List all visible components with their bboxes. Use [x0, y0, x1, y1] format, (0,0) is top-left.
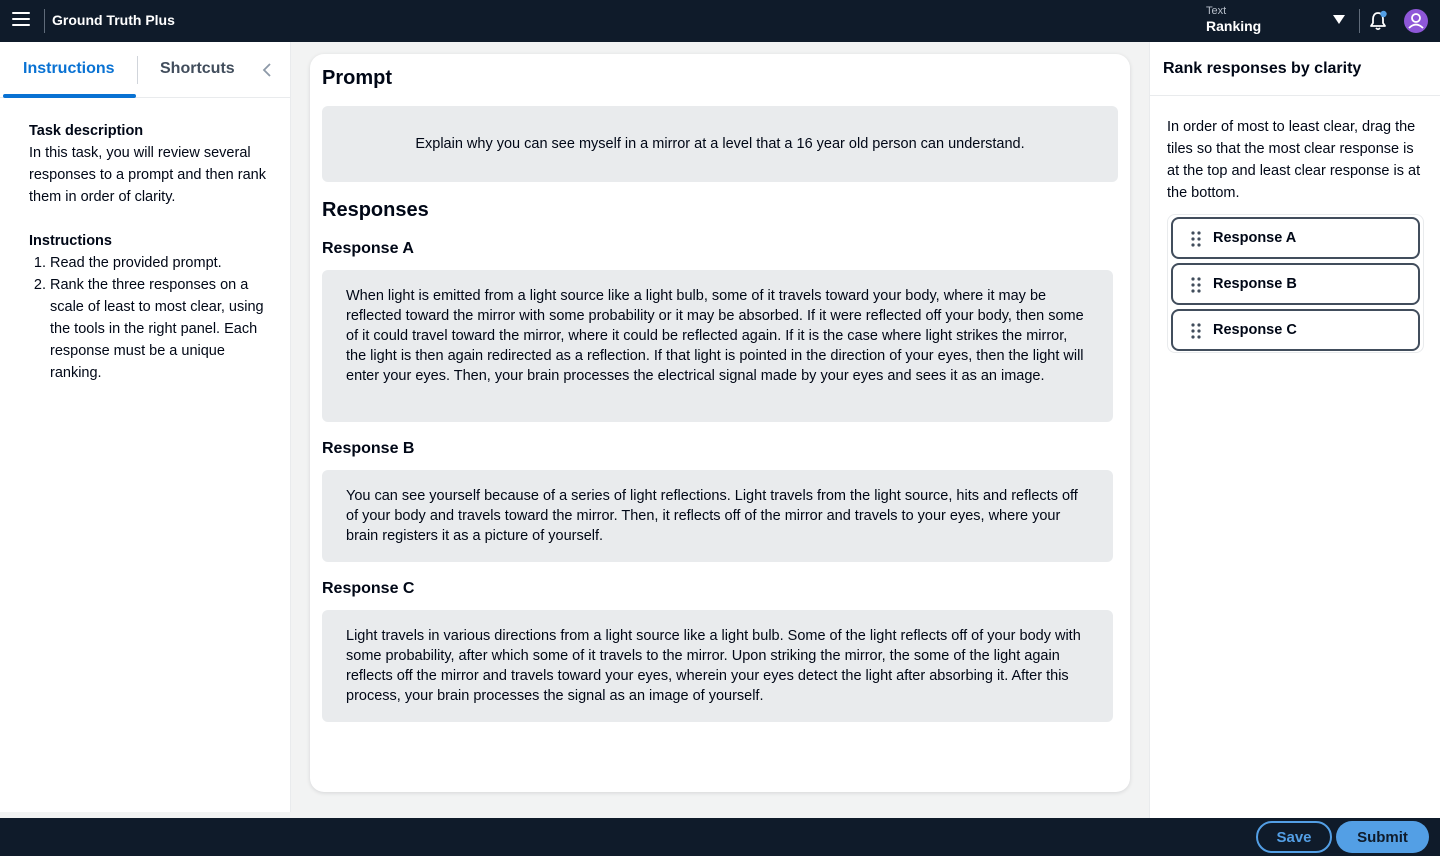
app-title: Ground Truth Plus: [52, 12, 175, 28]
task-type-label: Text: [1206, 5, 1227, 17]
submit-button[interactable]: Submit: [1336, 821, 1429, 853]
bottom-action-bar: [0, 818, 1440, 856]
prompt-box: [322, 106, 1118, 182]
instruction-item: 2. Rank the three responses on a scale of least to most clear, using the tools in the right panel. Each response must be a unique ranking.: [50, 274, 275, 384]
response-b-label: Response B: [322, 440, 415, 457]
task-description-text: In this task, you will review several responses to a prompt and then rank them in order of clarity.: [29, 145, 266, 205]
user-avatar-icon[interactable]: [1404, 9, 1428, 33]
ranking-description: In order of most to least clear, drag the tiles so that the most clear response is at the top and least clear response is at the bottom.: [1167, 119, 1421, 201]
instruction-item: 1. Read the provided prompt.: [50, 252, 275, 274]
divider: [1359, 9, 1360, 33]
rank-tile-label: Response A: [1213, 230, 1297, 246]
ranking-panel-header: [1150, 42, 1440, 96]
top-navigation-bar: [0, 0, 1440, 42]
response-b-text: You can see yourself because of a series of light reflections. Light travels from the light source, hits and reflects off of your body and travels toward the mirror. Then, it reflects off of the mirror and travels to your eyes, where your brain registers it as a picture of yourself.: [322, 470, 1113, 562]
active-tab-indicator: [3, 94, 136, 98]
divider: [44, 9, 45, 33]
instructions-list: [29, 252, 275, 384]
hamburger-menu-icon[interactable]: [12, 12, 30, 30]
rank-tile-response-c[interactable]: [1171, 309, 1420, 351]
drag-handle-icon[interactable]: [1191, 277, 1201, 293]
instructions-content: [29, 120, 275, 384]
rank-tile-label: Response C: [1213, 322, 1297, 338]
task-type-value: Ranking: [1206, 18, 1262, 34]
task-type-selector[interactable]: [1206, 5, 1261, 34]
save-button[interactable]: Save: [1256, 821, 1332, 853]
prompt-heading: Prompt: [322, 67, 392, 89]
drag-handle-icon[interactable]: [1191, 323, 1201, 339]
instructions-panel: [0, 42, 291, 812]
response-c-text: Light travels in various directions from a light source like a light bulb. Some of the light reflects off of your body with some probability, after which some of it travels to the mirror. Upon striking the mirror, the some of the light again reflects off the mirror and travels toward your eyes, wherein your eyes detect the light after absorbing it. After this process, your brain processes the signal as an image of yourself.: [322, 610, 1113, 722]
prompt-text: Explain why you can see myself in a mirror at a level that a 16 year old person can understand.: [415, 136, 1025, 152]
response-c-label: Response C: [322, 580, 415, 597]
tab-instructions[interactable]: Instructions: [23, 60, 115, 77]
ranking-panel: [1149, 42, 1440, 818]
task-description-heading: Task description: [29, 123, 144, 139]
chevron-left-icon[interactable]: [260, 62, 276, 78]
tab-shortcuts[interactable]: Shortcuts: [160, 60, 235, 77]
instructions-heading: Instructions: [29, 233, 112, 249]
response-a-label: Response A: [322, 240, 414, 257]
tab-divider: [137, 56, 138, 84]
rank-tile-response-a[interactable]: [1171, 217, 1420, 259]
response-a-text: When light is emitted from a light source like a light bulb, some of it travels toward your body, where it may be reflected toward the mirror with some probability or it may be absorbed. If it were reflected off your body, then some of it could travel toward the mirror, where it could be reflected again. If it is the case where light strikes the mirror, the light is then again redirected as a reflection. If that light is pointed in the direction of your eyes, then the light will enter your eyes. Then, your brain processes the electrical signal made by your eyes and sees it as an image.: [322, 270, 1113, 422]
panel-tabs: [0, 42, 290, 98]
task-content-card: [310, 54, 1130, 792]
bell-icon[interactable]: [1368, 10, 1388, 32]
ranking-panel-title: Rank responses by clarity: [1163, 60, 1362, 77]
drag-handle-icon[interactable]: [1191, 231, 1201, 247]
rank-tile-label: Response B: [1213, 276, 1297, 292]
rank-list: [1167, 214, 1424, 353]
rank-tile-response-b[interactable]: [1171, 263, 1420, 305]
responses-heading: Responses: [322, 199, 429, 221]
caret-down-icon[interactable]: [1333, 15, 1345, 24]
